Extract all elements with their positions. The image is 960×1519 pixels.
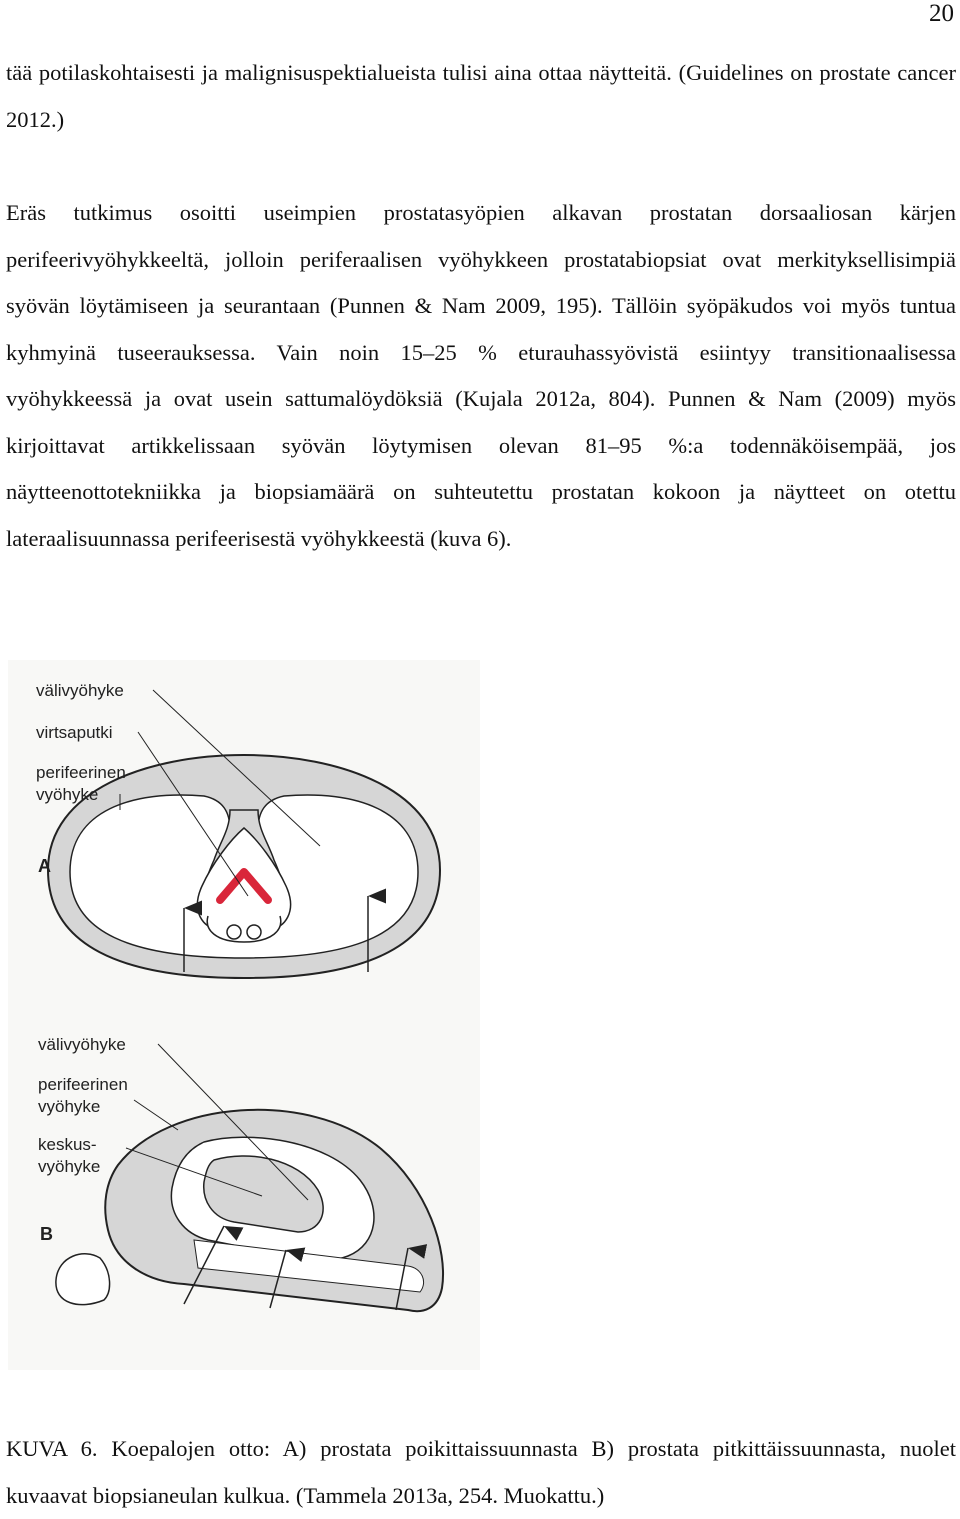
prostate-diagram	[8, 660, 480, 1370]
panel-a-label-3a: perifeerinen	[36, 763, 126, 782]
figure-caption: KUVA 6. Koepalojen otto: A) prostata poikittaissuunnasta B) prostata pitkittäissuunnasta, nuolet kuvaavat biopsianeulan kulkua. (Tammela 2013a, 254. Muokattu.)	[6, 1436, 956, 1508]
panel-b-label-3a: keskus-	[38, 1135, 97, 1154]
paragraph-2: Eräs tutkimus osoitti useimpien prostatasyöpien alkavan prostatan dorsaaliosan kärjen perifeerivyöhykkeeltä, jolloin periferaalisen vyöhykkeen prostatabiopsiat ovat merkityksellisimpiä syövän löytämiseen ja seurantaan (Punnen & Nam 2009, 195). Tällöin syöpäkudos voi myös tuntua kyhmyinä tuseerauksessa. Vain noin 15–25 % eturauhassyövistä esiintyy transitionaalisessa vyöhykkeessä ja ovat usein sattumalöydöksiä (Kujala 2012a, 804). Punnen & Nam (2009) myös kirjoittavat artikkelissaan syövän löytymisen olevan 81–95 %:a todennäköisempää, jos näytteenottotekniikka ja biopsiamäärä on suhteutettu prostatan kokoon ja näytteet on otettu lateraalisuunnassa perifeerisestä vyöhykkeestä (kuva 6).	[6, 200, 956, 551]
panel-a-duct-right	[247, 925, 261, 939]
panel-b-leader-2	[134, 1100, 178, 1130]
panel-b-letter: B	[40, 1224, 53, 1244]
panel-b-label-3b: vyöhyke	[38, 1157, 101, 1176]
prostate-biopsy-figure	[8, 660, 480, 1370]
panel-b-label-2b: vyöhyke	[38, 1097, 101, 1116]
panel-a-cross-section	[36, 681, 440, 978]
page-number: 20	[929, 0, 954, 27]
panel-a-label-2: virtsaputki	[36, 723, 113, 742]
panel-a-label-1: välivyöhyke	[36, 681, 124, 700]
panel-a-letter: A	[38, 856, 51, 876]
panel-b-label-1: välivyöhyke	[38, 1035, 126, 1054]
panel-a-duct-left	[227, 925, 241, 939]
panel-b-label-2a: perifeerinen	[38, 1075, 128, 1094]
panel-b-seminal-vesicle	[56, 1254, 110, 1305]
paragraph-1: tää potilaskohtaisesti ja malignisuspektialueista tulisi aina ottaa näytteitä. (Guidelines on prostate cancer 2012.)	[6, 60, 956, 132]
panel-b-longitudinal-section	[38, 1035, 443, 1311]
panel-a-label-3b: vyöhyke	[36, 785, 99, 804]
